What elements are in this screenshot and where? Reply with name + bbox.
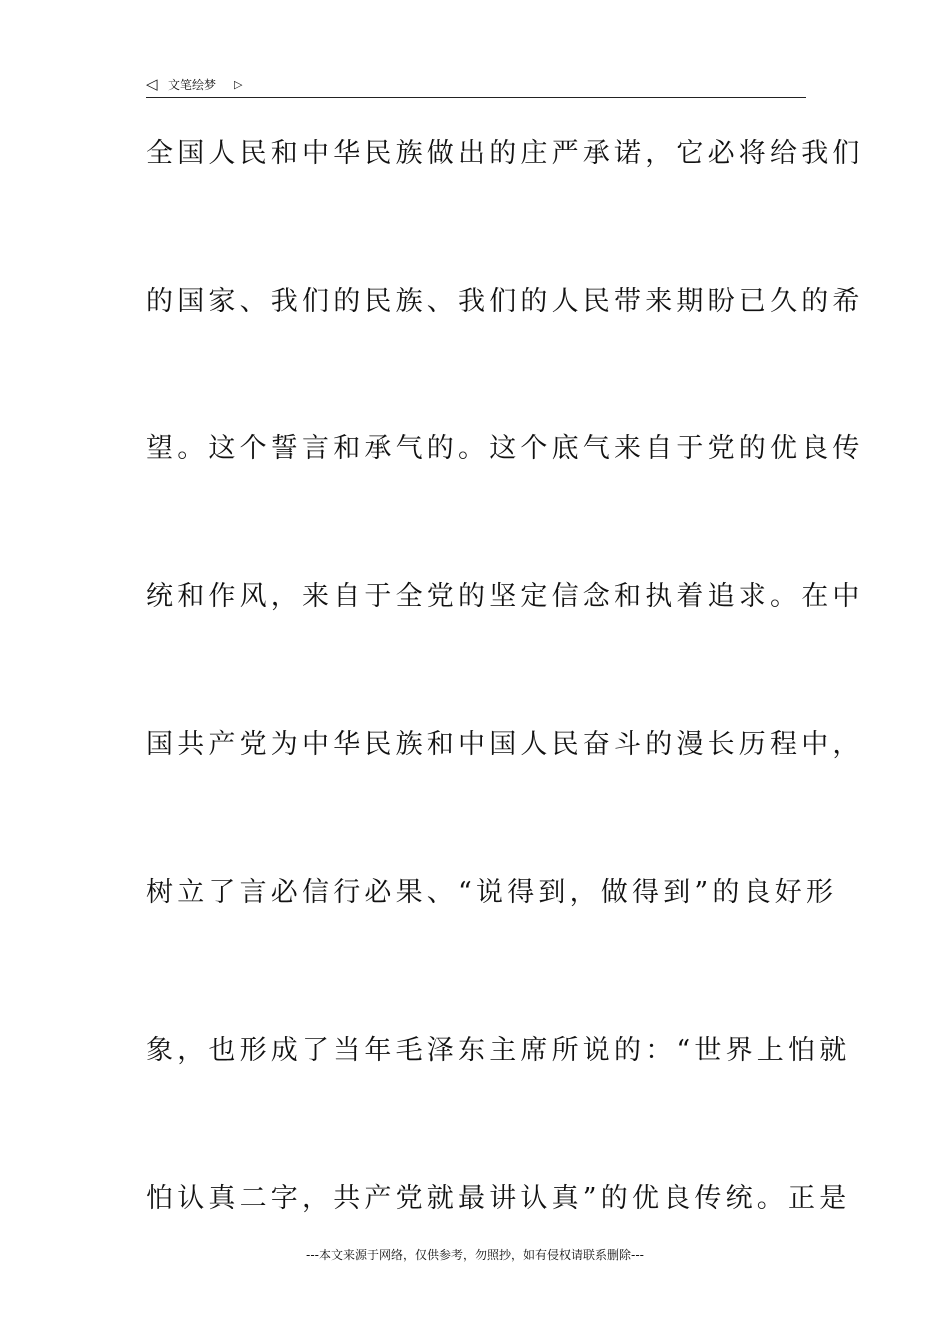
page-header (146, 76, 806, 96)
body-line: 的国家、我们的民族、我们的人民带来期盼已久的希 (146, 286, 864, 317)
page-footer: ---本文来源于网络，仅供参考，勿照抄，如有侵权请联系删除--- (306, 1248, 644, 1262)
body-line: 国共产党为中华民族和中国人民奋斗的漫长历程中， (146, 729, 864, 760)
body-line: 全国人民和中华民族做出的庄严承诺，它必将给我们 (146, 138, 864, 169)
body-line: 统和作风，来自于全党的坚定信念和执着追求。在中 (146, 581, 864, 612)
body-line: 象，也形成了当年毛泽东主席所说的：“世界上怕就 (146, 1035, 851, 1066)
header-title: 文笔绘梦 (168, 78, 217, 92)
body-line: 怕认真二字，共产党就最讲认真”的优良传统。正是 (146, 1183, 851, 1214)
right-triangle-icon: ▷ (234, 78, 243, 91)
header-divider (146, 97, 806, 98)
body-line: 望。这个誓言和承气的。这个底气来自于党的优良传 (146, 433, 864, 464)
body-line: 树立了言必信行必果、“说得到，做得到”的良好形 (146, 877, 838, 908)
left-triangle-icon: ◁ (146, 75, 158, 93)
